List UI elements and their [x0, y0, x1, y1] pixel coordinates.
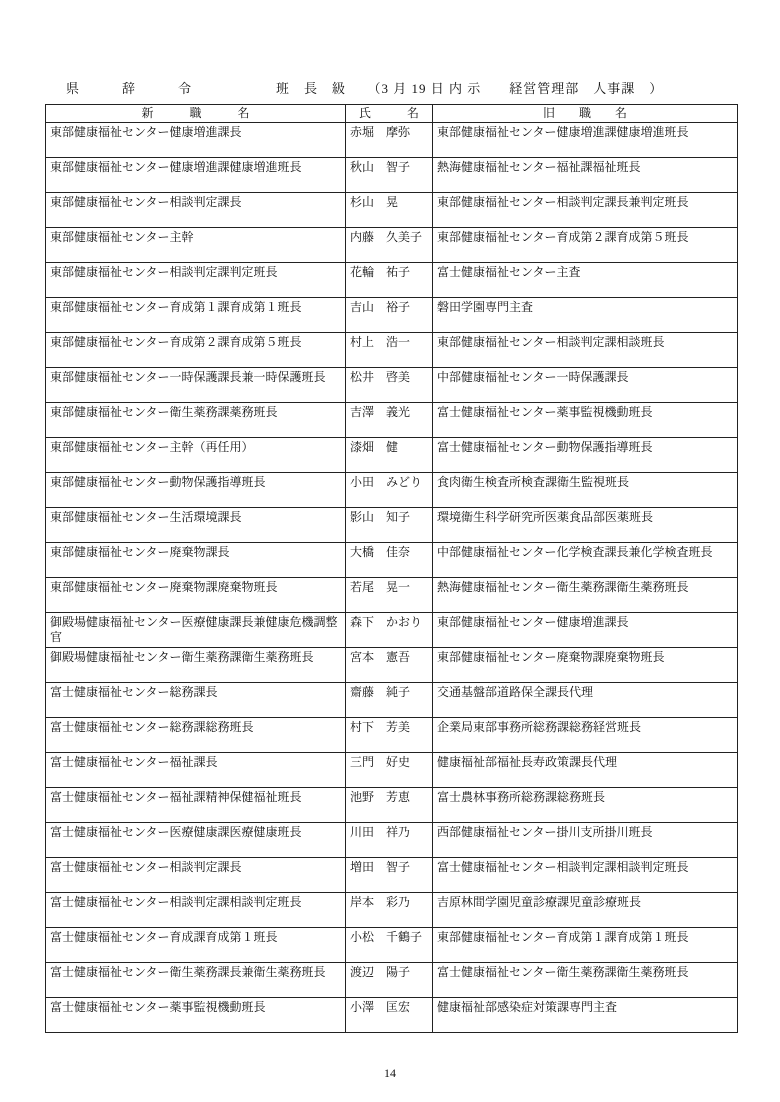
name-cell: 村下 芳美	[346, 718, 433, 753]
document-title: 県 辞 令 班 長 級 （3 月 19 日 内 示 経営管理部 人事課 ）	[66, 81, 664, 96]
old-position-cell: 企業局東部事務所総務課総務経営班長	[433, 718, 738, 753]
name-cell: 花輪 祐子	[346, 263, 433, 298]
table-row	[46, 648, 738, 683]
old-position-cell: 東部健康福祉センター健康増進課長	[433, 613, 738, 648]
old-position-cell: 富士健康福祉センター主査	[433, 263, 738, 298]
new-position-cell: 東部健康福祉センター健康増進課健康増進班長	[46, 158, 346, 193]
old-position-cell: 富士健康福祉センター衛生薬務課衛生薬務班長	[433, 963, 738, 998]
old-position-cell: 交通基盤部道路保全課長代理	[433, 683, 738, 718]
table-row	[46, 473, 738, 508]
old-position-cell: 中部健康福祉センター一時保護課長	[433, 368, 738, 403]
table-row	[46, 998, 738, 1033]
name-cell: 影山 知子	[346, 508, 433, 543]
name-cell: 漆畑 健	[346, 438, 433, 473]
new-position-cell: 富士健康福祉センター相談判定課長	[46, 858, 346, 893]
personnel-table	[45, 104, 738, 1033]
new-position-cell: 東部健康福祉センター育成第２課育成第５班長	[46, 333, 346, 368]
name-cell: 大橋 佳奈	[346, 543, 433, 578]
new-position-cell: 東部健康福祉センター相談判定課判定班長	[46, 263, 346, 298]
column-header-new-position: 新 職 名	[46, 105, 346, 123]
table-row	[46, 613, 738, 648]
new-position-cell: 富士健康福祉センター医療健康課医療健康班長	[46, 823, 346, 858]
new-position-cell: 東部健康福祉センター廃棄物課廃棄物班長	[46, 578, 346, 613]
table-row	[46, 578, 738, 613]
name-cell: 内藤 久美子	[346, 228, 433, 263]
old-position-cell: 東部健康福祉センター廃棄物課廃棄物班長	[433, 648, 738, 683]
table-row	[46, 508, 738, 543]
new-position-cell: 東部健康福祉センター相談判定課長	[46, 193, 346, 228]
new-position-cell: 東部健康福祉センター動物保護指導班長	[46, 473, 346, 508]
page-number: 14	[384, 1066, 396, 1080]
name-cell: 小松 千鶴子	[346, 928, 433, 963]
new-position-cell: 東部健康福祉センター主幹	[46, 228, 346, 263]
name-cell: 秋山 智子	[346, 158, 433, 193]
table-row	[46, 438, 738, 473]
table-row	[46, 333, 738, 368]
new-position-cell: 富士健康福祉センター福祉課長	[46, 753, 346, 788]
table-row	[46, 893, 738, 928]
table-body	[46, 123, 738, 1033]
old-position-cell: 吉原林間学園児童診療課児童診療班長	[433, 893, 738, 928]
table-row	[46, 193, 738, 228]
new-position-cell: 富士健康福祉センター相談判定課相談判定班長	[46, 893, 346, 928]
new-position-cell: 富士健康福祉センター育成課育成第１班長	[46, 928, 346, 963]
new-position-cell: 東部健康福祉センター育成第１課育成第１班長	[46, 298, 346, 333]
old-position-cell: 熱海健康福祉センター福祉課福祉班長	[433, 158, 738, 193]
name-cell: 岸本 彩乃	[346, 893, 433, 928]
name-cell: 池野 芳恵	[346, 788, 433, 823]
new-position-cell: 東部健康福祉センター衛生薬務課薬務班長	[46, 403, 346, 438]
new-position-cell: 東部健康福祉センター廃棄物課長	[46, 543, 346, 578]
old-position-cell: 食肉衛生検査所検査課衛生監視班長	[433, 473, 738, 508]
new-position-cell: 富士健康福祉センター総務課長	[46, 683, 346, 718]
table-row	[46, 543, 738, 578]
name-cell: 増田 智子	[346, 858, 433, 893]
column-header-old-position: 旧 職 名	[433, 105, 738, 123]
table-row	[46, 928, 738, 963]
old-position-cell: 中部健康福祉センター化学検査課長兼化学検査班長	[433, 543, 738, 578]
old-position-cell: 健康福祉部福祉長寿政策課長代理	[433, 753, 738, 788]
table-header-row	[46, 105, 738, 123]
table-row	[46, 158, 738, 193]
old-position-cell: 熱海健康福祉センター衛生薬務課衛生薬務班長	[433, 578, 738, 613]
column-header-name: 氏 名	[346, 105, 433, 123]
table-row	[46, 718, 738, 753]
table-row	[46, 823, 738, 858]
new-position-cell: 富士健康福祉センター衛生薬務課長兼衛生薬務班長	[46, 963, 346, 998]
table-row	[46, 753, 738, 788]
table-row	[46, 788, 738, 823]
table-row	[46, 123, 738, 158]
name-cell: 川田 祥乃	[346, 823, 433, 858]
new-position-cell: 富士健康福祉センター総務課総務班長	[46, 718, 346, 753]
table-row	[46, 263, 738, 298]
name-cell: 松井 啓美	[346, 368, 433, 403]
name-cell: 宮本 憲吾	[346, 648, 433, 683]
old-position-cell: 東部健康福祉センター相談判定課長兼判定班長	[433, 193, 738, 228]
name-cell: 赤堀 摩弥	[346, 123, 433, 158]
name-cell: 小田 みどり	[346, 473, 433, 508]
table-row	[46, 683, 738, 718]
new-position-cell: 東部健康福祉センター一時保護課長兼一時保護班長	[46, 368, 346, 403]
old-position-cell: 磐田学園専門主査	[433, 298, 738, 333]
name-cell: 村上 浩一	[346, 333, 433, 368]
name-cell: 若尾 晃一	[346, 578, 433, 613]
table-header	[46, 105, 738, 123]
old-position-cell: 西部健康福祉センター掛川支所掛川班長	[433, 823, 738, 858]
name-cell: 小澤 匡宏	[346, 998, 433, 1033]
name-cell: 吉澤 義光	[346, 403, 433, 438]
table-row	[46, 228, 738, 263]
new-position-cell: 東部健康福祉センター生活環境課長	[46, 508, 346, 543]
old-position-cell: 富士健康福祉センター相談判定課相談判定班長	[433, 858, 738, 893]
old-position-cell: 富士農林事務所総務課総務班長	[433, 788, 738, 823]
new-position-cell: 富士健康福祉センター福祉課精神保健福祉班長	[46, 788, 346, 823]
name-cell: 齋藤 純子	[346, 683, 433, 718]
old-position-cell: 東部健康福祉センター相談判定課相談班長	[433, 333, 738, 368]
new-position-cell: 富士健康福祉センター薬事監視機動班長	[46, 998, 346, 1033]
new-position-cell: 御殿場健康福祉センター医療健康課長兼健康危機調整官	[46, 613, 346, 648]
old-position-cell: 富士健康福祉センター薬事監視機動班長	[433, 403, 738, 438]
old-position-cell: 環境衛生科学研究所医薬食品部医薬班長	[433, 508, 738, 543]
old-position-cell: 東部健康福祉センター育成第２課育成第５班長	[433, 228, 738, 263]
name-cell: 渡辺 陽子	[346, 963, 433, 998]
new-position-cell: 東部健康福祉センター主幹（再任用）	[46, 438, 346, 473]
old-position-cell: 富士健康福祉センター動物保護指導班長	[433, 438, 738, 473]
name-cell: 三門 好史	[346, 753, 433, 788]
old-position-cell: 東部健康福祉センター健康増進課健康増進班長	[433, 123, 738, 158]
old-position-cell: 健康福祉部感染症対策課専門主査	[433, 998, 738, 1033]
name-cell: 杉山 晃	[346, 193, 433, 228]
table-row	[46, 298, 738, 333]
table-row	[46, 368, 738, 403]
name-cell: 吉山 裕子	[346, 298, 433, 333]
name-cell: 森下 かおり	[346, 613, 433, 648]
table-row	[46, 963, 738, 998]
old-position-cell: 東部健康福祉センター育成第１課育成第１班長	[433, 928, 738, 963]
table-row	[46, 858, 738, 893]
table-row	[46, 403, 738, 438]
new-position-cell: 東部健康福祉センター健康増進課長	[46, 123, 346, 158]
new-position-cell: 御殿場健康福祉センター衛生薬務課衛生薬務班長	[46, 648, 346, 683]
